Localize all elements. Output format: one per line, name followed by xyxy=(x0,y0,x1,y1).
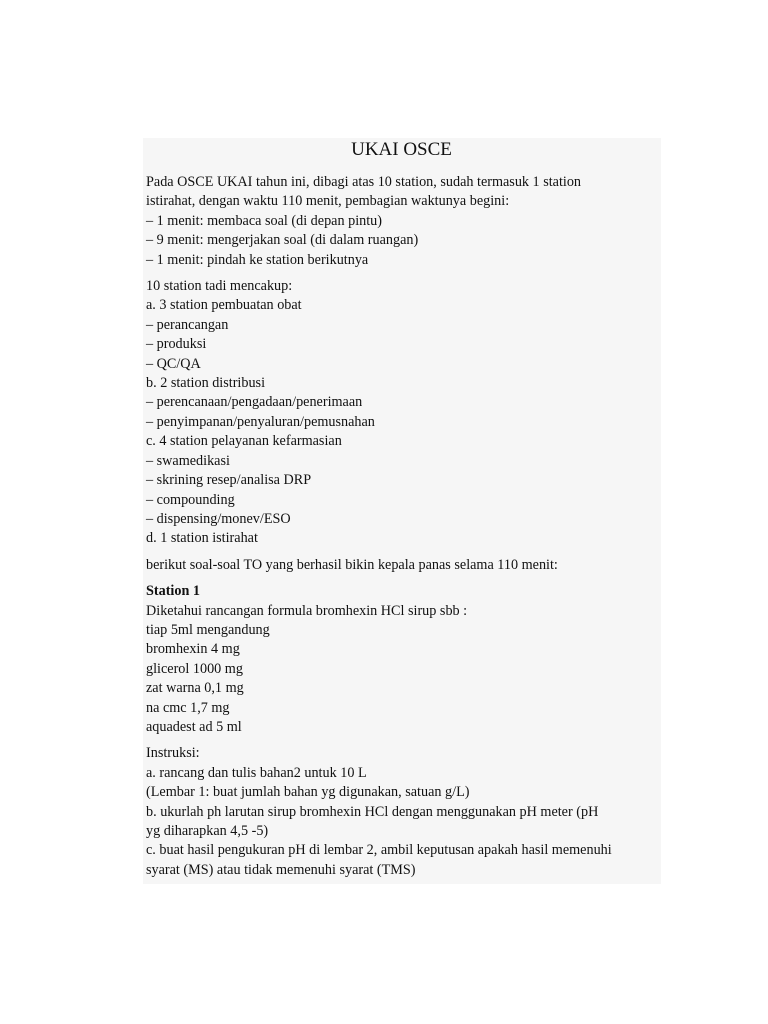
text-line: b. 2 station distribusi xyxy=(146,375,266,392)
text-line: a. rancang dan tulis bahan2 untuk 10 L xyxy=(146,764,367,781)
text-line: bromhexin 4 mg xyxy=(146,641,240,658)
text-line: Diketahui rancangan formula bromhexin HCl sirup sbb : xyxy=(146,602,468,619)
text-line: 10 station tadi mencakup: xyxy=(146,278,293,295)
text-line: – 1 menit: pindah ke station berikutnya xyxy=(146,251,369,268)
text-line: – produksi xyxy=(146,336,207,353)
text-line: tiap 5ml mengandung xyxy=(146,621,270,638)
text-line: – dispensing/monev/ESO xyxy=(146,510,291,527)
text-line: (Lembar 1: buat jumlah bahan yg digunakan, satuan g/L) xyxy=(146,784,470,801)
text-line: glicerol 1000 mg xyxy=(146,660,243,677)
text-line: zat warna 0,1 mg xyxy=(146,680,244,697)
document-title: UKAI OSCE xyxy=(351,139,452,160)
text-line: syarat (MS) atau tidak memenuhi syarat (TMS) xyxy=(146,861,416,878)
intro-paragraph xyxy=(146,173,657,270)
document-page xyxy=(143,138,661,884)
text-line: a. 3 station pembuatan obat xyxy=(146,297,302,314)
text-line: – perancangan xyxy=(146,316,229,333)
station1-heading: Station 1 xyxy=(146,583,200,600)
text-line: – 9 menit: mengerjakan soal (di dalam ruangan) xyxy=(146,232,419,249)
text-line: aquadest ad 5 ml xyxy=(146,718,242,735)
to-intro-paragraph xyxy=(146,556,657,575)
stations-list xyxy=(146,277,657,549)
instructions-section xyxy=(146,744,657,880)
text-line: Instruksi: xyxy=(146,745,200,762)
station1-section xyxy=(146,582,657,737)
text-line: c. 4 station pelayanan kefarmasian xyxy=(146,433,342,450)
text-line: – penyimpanan/penyaluran/pemusnahan xyxy=(146,413,375,430)
text-line: c. buat hasil pengukuran pH di lembar 2, ambil keputusan apakah hasil memenuhi xyxy=(146,842,612,859)
text-line: – skrining resep/analisa DRP xyxy=(146,472,312,489)
text-line: – perencanaan/pengadaan/penerimaan xyxy=(146,394,363,411)
text-line: – swamedikasi xyxy=(146,452,230,469)
text-line: na cmc 1,7 mg xyxy=(146,699,230,716)
text-line: istirahat, dengan waktu 110 menit, pembagian waktunya begini: xyxy=(146,193,510,210)
text-line: yg diharapkan 4,5 -5) xyxy=(146,823,269,839)
text-line: – compounding xyxy=(146,491,235,508)
text-line: berikut soal-soal TO yang berhasil bikin kepala panas selama 110 menit: xyxy=(146,556,558,573)
text-line: d. 1 station istirahat xyxy=(146,530,258,547)
text-line: b. ukurlah ph larutan sirup bromhexin HCl dengan menggunakan pH meter (pH xyxy=(146,803,599,820)
text-line: – 1 menit: membaca soal (di depan pintu) xyxy=(146,212,382,229)
text-line: – QC/QA xyxy=(146,355,201,372)
text-line: Pada OSCE UKAI tahun ini, dibagi atas 10 station, sudah termasuk 1 station xyxy=(146,174,582,190)
